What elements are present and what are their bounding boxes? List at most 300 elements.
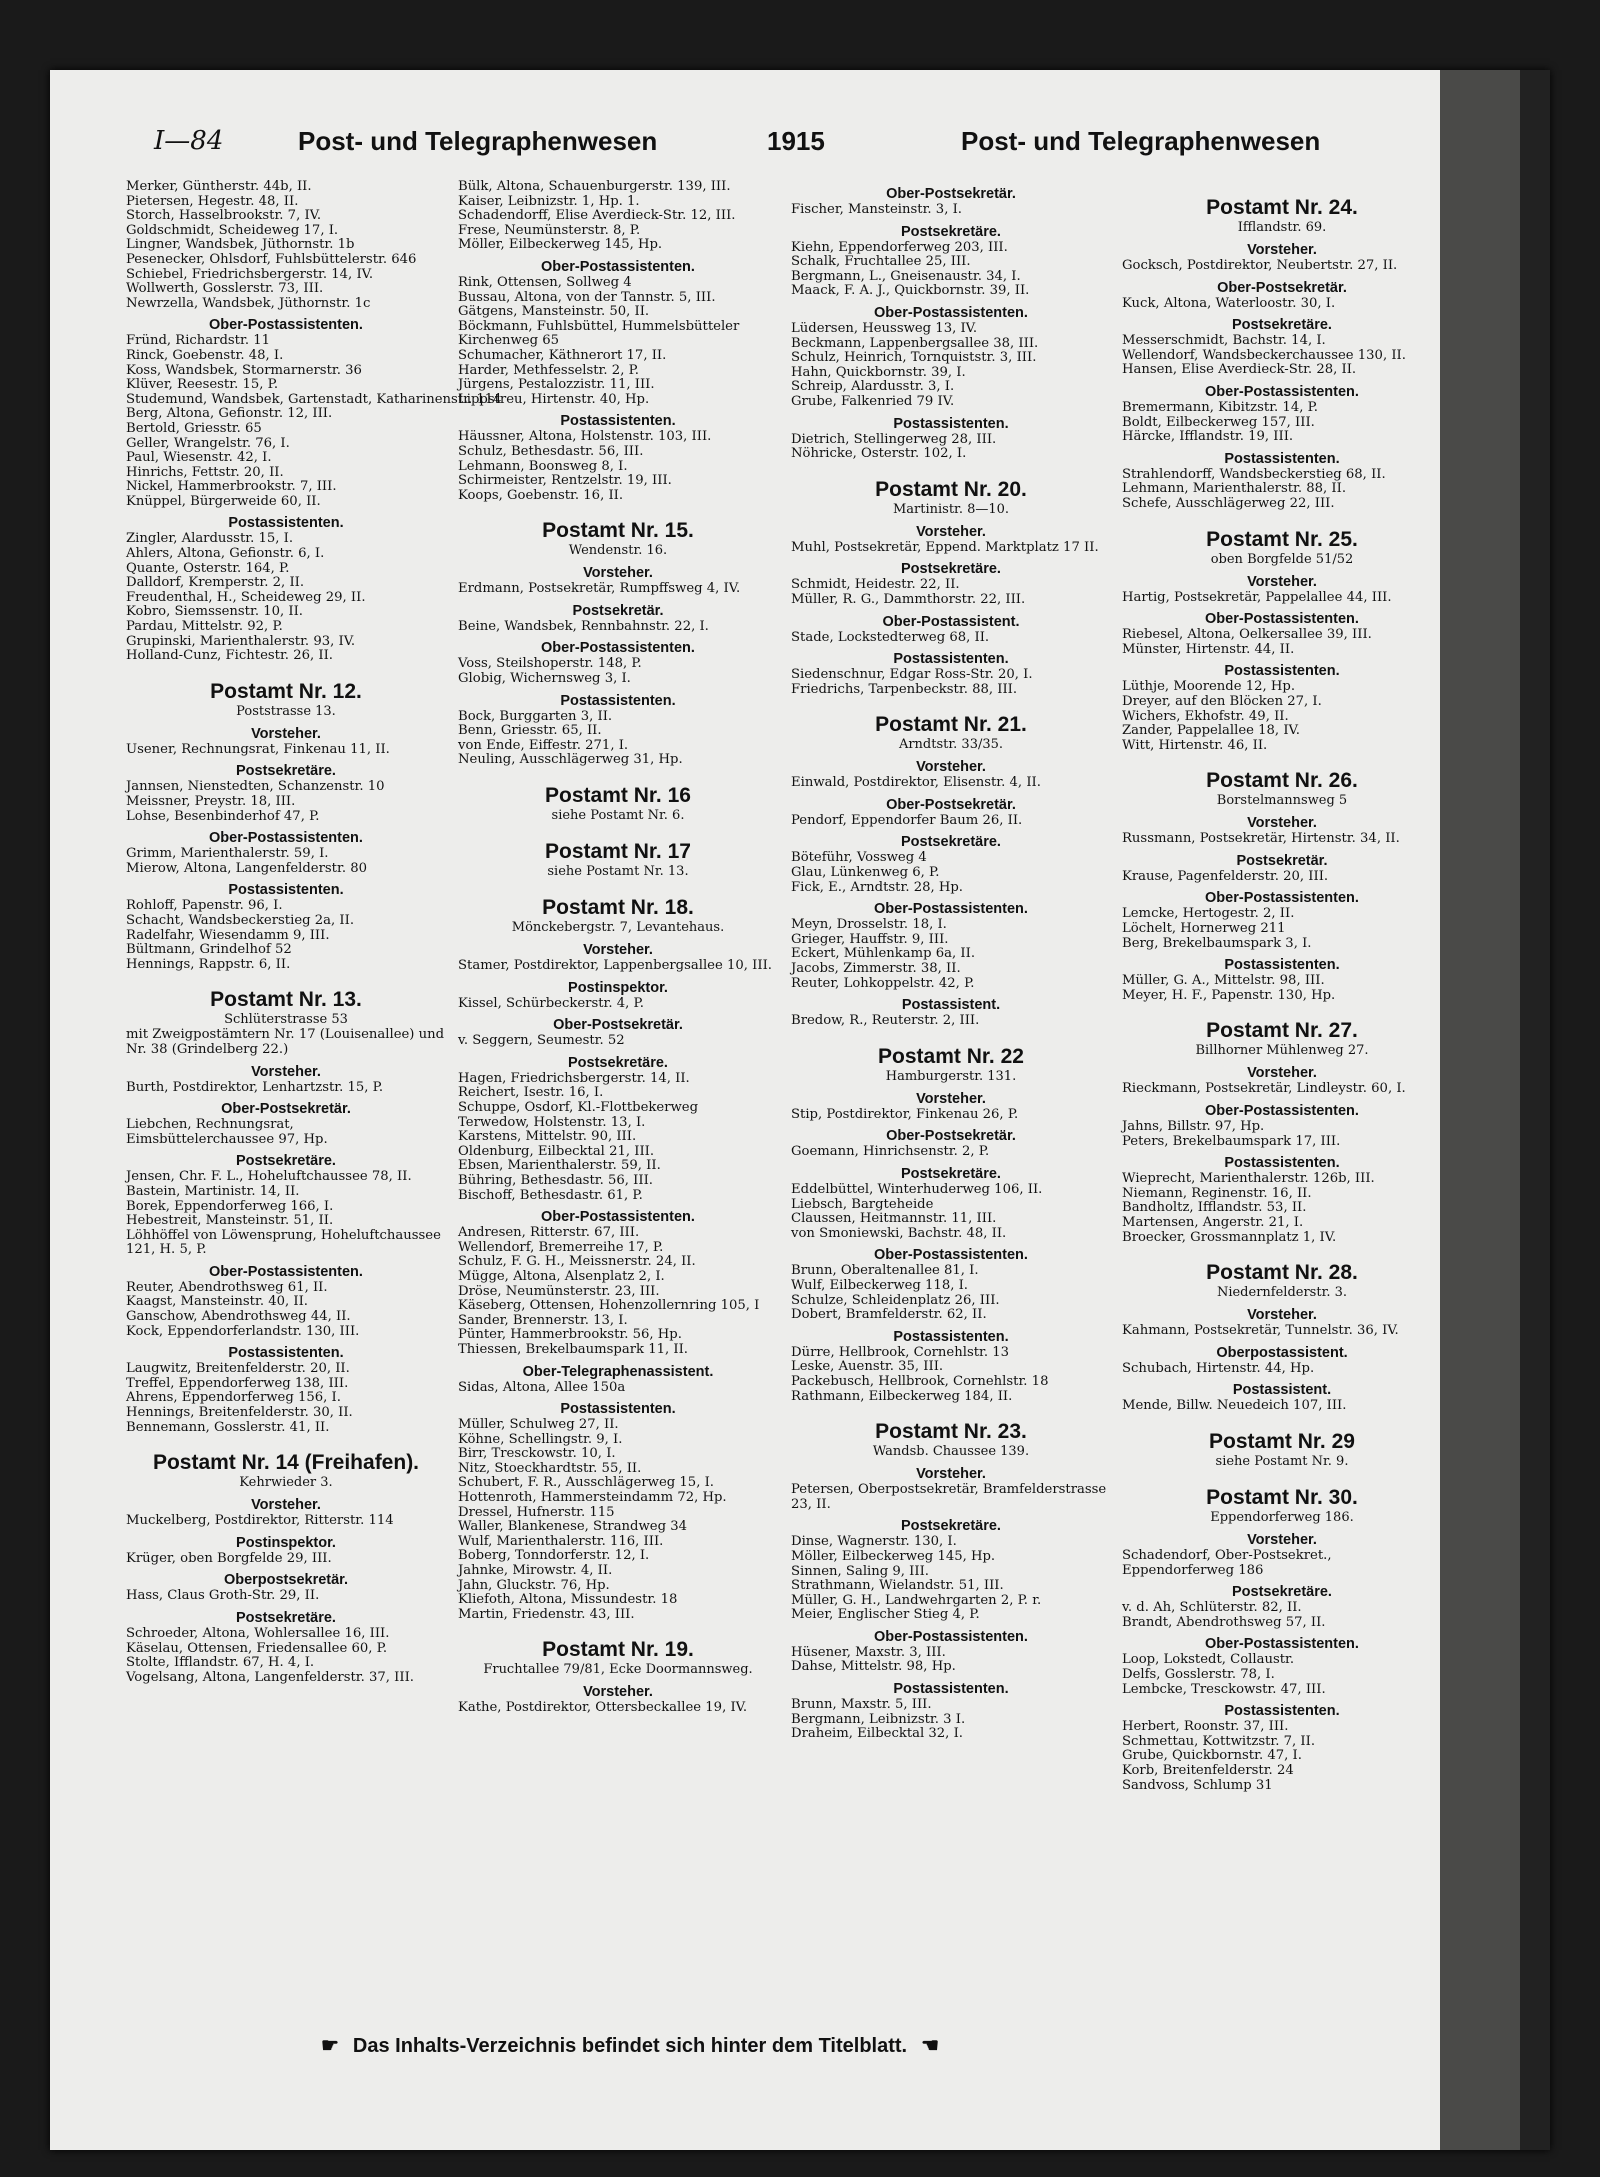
pointing-hand-left-icon: ☚	[921, 2035, 940, 2057]
entry: Boldt, Eilbeckerweg 157, III.	[1122, 414, 1315, 430]
entry: Bussau, Altona, von der Tannstr. 5, III.	[458, 289, 716, 305]
entry: Dinse, Wagnerstr. 130, I.	[791, 1534, 957, 1550]
entry: Oldenburg, Eilbecktal 21, III.	[458, 1143, 655, 1159]
section-heading: Vorsteher.	[251, 1497, 321, 1514]
section-heading: Postassistenten.	[1224, 1155, 1340, 1172]
postamt-address: Martinistr. 8—10.	[892, 501, 1010, 517]
entry: Einwald, Postdirektor, Elisenstr. 4, II.	[791, 775, 1041, 791]
entry: Jannsen, Nienstedten, Schanzenstr. 10	[126, 779, 385, 795]
entry: Claussen, Heitmannstr. 11, III.	[791, 1211, 997, 1227]
section-heading: Ober-Postassistenten.	[209, 317, 363, 334]
section-heading: Postsekretäre.	[236, 763, 336, 780]
entry: Laugwitz, Breitenfelderstr. 20, II.	[126, 1361, 350, 1377]
entry: Lüdersen, Heussweg 13, IV.	[791, 320, 978, 336]
entry: Thiessen, Brekelbaumspark 11, II.	[458, 1341, 688, 1357]
entry: Hüsener, Maxstr. 3, III.	[791, 1644, 946, 1660]
postamt-heading: Postamt Nr. 12.	[210, 679, 362, 703]
entry: Wulf, Marienthalerstr. 116, III.	[458, 1533, 664, 1549]
section-heading: Ober-Postassistenten.	[874, 304, 1028, 321]
postamt-address: Kehrwieder 3.	[239, 1475, 333, 1491]
entry: Pendorf, Eppendorfer Baum 26, II.	[791, 812, 1023, 828]
postamt-heading: Postamt Nr. 25.	[1206, 527, 1358, 551]
entry: Beine, Wandsbek, Rennbahnstr. 22, I.	[458, 618, 709, 634]
entry: Ebsen, Marienthalerstr. 59, II.	[458, 1158, 661, 1174]
entry: Stip, Postdirektor, Finkenau 26, P.	[791, 1106, 1019, 1122]
entry: Lüthje, Moorende 12, Hp.	[1122, 679, 1296, 695]
entry: Sander, Brennerstr. 13, I.	[458, 1312, 628, 1328]
postamt-address: Fruchtallee 79/81, Ecke Doormannsweg.	[483, 1662, 753, 1678]
entry: Reuter, Abendrothsweg 61, II.	[126, 1279, 328, 1295]
postamt-heading: Postamt Nr. 23.	[875, 1420, 1027, 1444]
entry: Rink, Ottensen, Sollweg 4	[458, 274, 632, 290]
entry: Schmidt, Heidestr. 22, II.	[791, 577, 960, 593]
column-3	[791, 180, 1111, 2090]
section-heading: Postsekretäre.	[901, 834, 1001, 851]
entry: Wichers, Ekhofstr. 49, II.	[1122, 708, 1289, 724]
postamt-address: Ifflandstr. 69.	[1237, 220, 1327, 235]
entry: Münster, Hirtenstr. 44, II.	[1122, 641, 1295, 657]
entry: Hinrichs, Fettstr. 20, II.	[126, 464, 284, 480]
entry: Jahnke, Mirowstr. 4, II.	[458, 1563, 613, 1579]
section-heading: Vorsteher.	[1247, 1307, 1317, 1324]
entry: Mügge, Altona, Alsenplatz 2, I.	[458, 1268, 665, 1284]
footer-note	[50, 2033, 1210, 2058]
entry: Quante, Osterstr. 164, P.	[126, 560, 290, 576]
page-number: I—84	[154, 126, 224, 156]
section-heading: Ober-Postassistenten.	[1205, 1103, 1359, 1120]
entry: Schadendorf, Ober-Postsekret., Eppendorferweg 186	[1122, 1547, 1332, 1578]
entry: Ahlers, Altona, Gefionstr. 6, I.	[126, 546, 325, 562]
section-heading: Postsekretäre.	[1232, 1584, 1332, 1601]
section-heading: Ober-Postassistenten.	[541, 1209, 695, 1226]
section-heading: Ober-Postsekretär.	[886, 186, 1016, 202]
postamt-heading: Postamt Nr. 29	[1209, 1429, 1355, 1453]
entry: Beckmann, Lappenbergsallee 38, III.	[791, 335, 1039, 351]
entry: Neuling, Ausschlägerweg 31, Hp.	[458, 752, 683, 768]
page-header	[50, 70, 1321, 156]
entry: Hartig, Postsekretär, Pappelallee 44, III.	[1122, 589, 1392, 605]
entry: Liebchen, Rechnungsrat, Eimsbüttelerchaussee 97, Hp.	[126, 1117, 328, 1147]
entry: Hahn, Quickbornstr. 39, I.	[791, 364, 966, 380]
section-heading: Postassistenten.	[1224, 663, 1340, 680]
entry: Goldschmidt, Scheideweg 17, I.	[126, 222, 339, 238]
entry: Wellendorf, Wandsbeckerchaussee 130, II.	[1122, 347, 1406, 363]
entry: Hass, Claus Groth-Str. 29, II.	[126, 1588, 320, 1604]
entry: Dröse, Neumünsterstr. 23, III.	[458, 1283, 660, 1299]
section-heading: Ober-Postsekretär.	[886, 1128, 1016, 1145]
entry: Grube, Falkenried 79 IV.	[791, 393, 955, 409]
column-2	[458, 180, 778, 2090]
section-heading: Postsekretäre.	[901, 223, 1001, 240]
entry: Reichert, Isestr. 16, I.	[458, 1085, 604, 1101]
entry: Niemann, Reginenstr. 16, II.	[1122, 1185, 1312, 1201]
section-heading: Postassistenten.	[893, 1681, 1009, 1698]
entry: Mende, Billw. Neuedeich 107, III.	[1122, 1398, 1347, 1414]
postamt-address: Billhorner Mühlenweg 27.	[1195, 1043, 1369, 1059]
entry: Wellendorf, Bremerreihe 17, P.	[458, 1239, 664, 1255]
entry: Goemann, Hinrichsenstr. 2, P.	[791, 1144, 990, 1160]
postamt-heading: Postamt Nr. 19.	[542, 1638, 694, 1662]
entry: Andresen, Ritterstr. 67, III.	[458, 1225, 640, 1241]
entry: Nickel, Hammerbrookstr. 7, III.	[126, 479, 337, 495]
section-heading: Postassistent.	[901, 997, 1001, 1014]
entry: Kaagst, Mansteinstr. 40, II.	[126, 1294, 308, 1310]
entry: Knüppel, Bürgerweide 60, II.	[126, 493, 321, 509]
entry: Bülk, Altona, Schauenburgerstr. 139, III.	[458, 179, 731, 194]
section-heading: Oberpostassistent.	[1216, 1344, 1348, 1361]
entry: Kaiser, Leibnizstr. 1, Hp. 1.	[458, 193, 640, 209]
entry: Böteführ, Vossweg 4	[791, 850, 927, 866]
section-heading: Vorsteher.	[1247, 242, 1317, 258]
entry: Bredow, R., Reuterstr. 2, III.	[791, 1013, 980, 1029]
entry: Siedenschnur, Edgar Ross-Str. 20, I.	[791, 667, 1033, 683]
entry: Grieger, Hauffstr. 9, III.	[791, 931, 949, 947]
section-heading: Ober-Postassistent.	[882, 613, 1020, 630]
entry: Schmettau, Kottwitzstr. 7, II.	[1122, 1733, 1316, 1749]
entry: Bertold, Griesstr. 65	[126, 420, 262, 436]
entry: Radelfahr, Wiesendamm 9, III.	[126, 927, 330, 943]
section-heading: Ober-Postassistenten.	[1205, 1636, 1359, 1653]
entry: Nöhricke, Osterstr. 102, I.	[791, 446, 967, 462]
entry: Kliefoth, Altona, Missundestr. 18	[458, 1592, 678, 1608]
section-heading: Vorsteher.	[916, 1466, 986, 1483]
column-1	[126, 179, 502, 2090]
entry: Strahlendorff, Wandsbeckerstieg 68, II.	[1122, 466, 1386, 482]
section-heading: Ober-Telegraphenassistent.	[522, 1363, 714, 1380]
section-heading: Postassistenten.	[560, 1401, 676, 1418]
postamt-address: Poststrasse 13.	[236, 703, 336, 719]
postamt-heading: Postamt Nr. 28.	[1206, 1261, 1358, 1285]
postamt-address: Eppendorferweg 186.	[1210, 1509, 1354, 1525]
section-heading: Vorsteher.	[1247, 1531, 1317, 1548]
section-heading: Postsekretäre.	[236, 1153, 336, 1170]
entry: Geller, Wrangelstr. 76, I.	[126, 435, 290, 451]
section-heading: Vorsteher.	[251, 725, 321, 742]
section-heading: Ober-Postsekretär.	[221, 1101, 351, 1118]
section-heading: Ober-Postsekretär.	[1217, 279, 1347, 296]
entry: Karstens, Mittelstr. 90, III.	[458, 1129, 637, 1145]
entry: Schirmeister, Rentzelstr. 19, III.	[458, 473, 672, 489]
entry: Fick, E., Arndtstr. 28, Hp.	[791, 879, 963, 895]
entry: Globig, Wichernsweg 3, I.	[458, 671, 631, 687]
entry: Meyer, H. F., Papenstr. 130, Hp.	[1122, 987, 1336, 1003]
section-heading: Ober-Postsekretär.	[553, 1017, 683, 1034]
entry: Brandt, Abendrothsweg 57, II.	[1122, 1614, 1326, 1630]
entry: Berg, Brekelbaumspark 3, I.	[1122, 935, 1312, 951]
entry: Kathe, Postdirektor, Ottersbeckallee 19, IV.	[458, 1700, 748, 1716]
section-heading: Postsekretäre.	[1232, 317, 1332, 334]
section-heading: Postsekretäre.	[901, 1518, 1001, 1535]
entry: Draheim, Eilbecktal 32, I.	[791, 1726, 963, 1742]
section-heading: Postassistenten.	[560, 413, 676, 430]
entry: Waller, Blankenese, Strandweg 34	[458, 1519, 688, 1535]
entry: Hottenroth, Hammersteindamm 72, Hp.	[458, 1490, 727, 1506]
entry: Kiehn, Eppendorferweg 203, III.	[791, 239, 1008, 255]
section-heading: Ober-Postassistenten.	[209, 830, 363, 847]
entry: Dalldorf, Kremperstr. 2, II.	[126, 575, 305, 591]
postamt-address: siehe Postamt Nr. 9.	[1215, 1453, 1349, 1469]
postamt-address: Wendenstr. 16.	[568, 543, 668, 559]
entry: Dobert, Bramfelderstr. 62, II.	[791, 1307, 987, 1323]
entry: Dürre, Hellbrook, Cornehlstr. 13	[791, 1344, 1010, 1360]
entry: Lohse, Besenbinderhof 47, P.	[126, 808, 320, 824]
entry: Lehmann, Marienthalerstr. 88, II.	[1122, 481, 1347, 497]
postamt-heading: Postamt Nr. 14 (Freihafen).	[152, 1451, 420, 1475]
column-4	[1122, 180, 1442, 2090]
entry: Birr, Tresckowstr. 10, I.	[458, 1446, 616, 1462]
postamt-heading: Postamt Nr. 27.	[1206, 1019, 1358, 1043]
entry: Müller, Schulweg 27, II.	[458, 1417, 619, 1433]
section-heading: Ober-Postassistenten.	[541, 640, 695, 657]
entry: Leske, Auenstr. 35, III.	[791, 1359, 944, 1375]
entry: Meier, Englischer Stieg 4, P.	[791, 1607, 980, 1623]
entry: Burth, Postdirektor, Lenhartzstr. 15, P.	[126, 1079, 384, 1095]
section-heading: Postinspektor.	[568, 979, 668, 996]
entry: Holland-Cunz, Fichtestr. 26, II.	[126, 648, 333, 664]
postamt-heading: Postamt Nr. 15.	[542, 519, 694, 543]
entry: Messerschmidt, Bachstr. 14, I.	[1122, 333, 1326, 349]
entry: Eddelbüttel, Winterhuderweg 106, II.	[791, 1182, 1043, 1197]
postamt-heading: Postamt Nr. 20.	[875, 477, 1027, 501]
section-heading: Postassistenten.	[893, 415, 1009, 432]
entry: Gocksch, Postdirektor, Neubertstr. 27, II.	[1122, 258, 1398, 273]
section-heading: Vorsteher.	[1247, 815, 1317, 832]
entry: Kuck, Altona, Waterloostr. 30, I.	[1122, 295, 1336, 311]
entry: Rathmann, Eilbeckerweg 184, II.	[791, 1388, 1013, 1404]
entry: Jahns, Billstr. 97, Hp.	[1122, 1119, 1265, 1135]
entry: Bühring, Bethesdastr. 56, III.	[458, 1172, 653, 1188]
entry: Koss, Wandsbek, Stormarnerstr. 36	[126, 362, 362, 378]
entry: v. Seggern, Seumestr. 52	[458, 1033, 625, 1049]
entry: Klüver, Reesestr. 15, P.	[126, 377, 279, 393]
entry: Schulz, Bethesdastr. 56, III.	[458, 443, 644, 459]
entry: Schubert, F. R., Ausschlägerweg 15, I.	[458, 1475, 714, 1491]
entry: Lemcke, Hertogestr. 2, II.	[1122, 906, 1295, 922]
entry: Löhhöffel von Löwensprung, Hoheluftchaussee 121, H. 5, P.	[126, 1227, 441, 1258]
entry: Möller, Eilbeckerweg 145, Hp.	[458, 237, 663, 253]
entry: Sandvoss, Schlump 31	[1122, 1777, 1273, 1793]
postamt-heading: Postamt Nr. 30.	[1206, 1485, 1358, 1509]
entry: Hennings, Rappstr. 6, II.	[126, 956, 291, 972]
entry: Herbert, Roonstr. 37, III.	[1122, 1719, 1289, 1735]
section-heading: Ober-Postassistenten.	[874, 1247, 1028, 1264]
entry: Usener, Rechnungsrat, Finkenau 11, II.	[126, 741, 390, 757]
entry: Koops, Goebenstr. 16, II.	[458, 487, 624, 503]
section-heading: Postassistenten.	[560, 692, 676, 709]
entry: Müller, R. G., Dammthorstr. 22, III.	[791, 591, 1026, 607]
entry: Schulz, Heinrich, Tornquiststr. 3, III.	[791, 350, 1037, 366]
pointing-hand-right-icon: ☛	[320, 2035, 339, 2057]
entry: Fründ, Richardstr. 11	[126, 333, 270, 349]
entry: Reuter, Lohkoppelstr. 42, P.	[791, 975, 975, 991]
postamt-address: Arndtstr. 33/35.	[898, 737, 1004, 753]
entry: Vogelsang, Altona, Langenfelderstr. 37, III.	[126, 1669, 414, 1685]
section-heading: Postsekretär.	[572, 602, 664, 619]
entry: Häussner, Altona, Holstenstr. 103, III.	[458, 429, 712, 445]
section-heading: Ober-Postassistenten.	[541, 258, 695, 275]
postamt-heading: Postamt Nr. 13.	[210, 988, 362, 1012]
entry: Maack, F. A. J., Quickbornstr. 39, II.	[791, 283, 1030, 299]
entry: Sidas, Altona, Allee 150a	[458, 1379, 626, 1395]
entry: Schulze, Schleidenplatz 26, III.	[791, 1292, 1000, 1308]
section-heading: Postassistenten.	[228, 882, 344, 899]
entry: Jahn, Gluckstr. 76, Hp.	[458, 1577, 610, 1593]
entry: Berg, Altona, Gefionstr. 12, III.	[126, 406, 333, 422]
entry: Muckelberg, Postdirektor, Ritterstr. 114	[126, 1513, 394, 1529]
entry: Fischer, Mansteinstr. 3, I.	[791, 202, 962, 217]
section-heading: Postsekretär.	[1236, 852, 1328, 869]
entry: Voss, Steilshoperstr. 148, P.	[458, 656, 642, 672]
entry: Müller, G. A., Mittelstr. 98, III.	[1122, 973, 1325, 989]
entry: Rohloff, Papenstr. 96, I.	[126, 898, 283, 914]
postamt-address: siehe Postamt Nr. 6.	[551, 808, 685, 824]
entry: Hansen, Elise Averdieck-Str. 28, II.	[1122, 362, 1357, 378]
section-heading: Postassistenten.	[893, 651, 1009, 668]
entry: Dressel, Hufnerstr. 115	[458, 1504, 615, 1520]
entry: Meyn, Drosselstr. 18, I.	[791, 917, 947, 933]
entry: Martensen, Angerstr. 21, I.	[1122, 1215, 1304, 1230]
entry: Krüger, oben Borgfelde 29, III.	[126, 1550, 332, 1566]
entry: Liebsch, Bargteheide	[791, 1196, 934, 1212]
entry: Nitz, Stoeckhardtstr. 55, II.	[458, 1460, 642, 1476]
footer-text: Das Inhalts-Verzeichnis befindet sich hinter dem Titelblatt.	[352, 2035, 908, 2057]
section-heading: Vorsteher.	[251, 1063, 321, 1080]
header-right-title: Post- und Telegraphenwesen	[961, 126, 1321, 156]
section-heading: Postsekretäre.	[901, 561, 1001, 578]
section-heading: Ober-Postassistenten.	[1205, 611, 1359, 628]
entry: Rieckmann, Postsekretär, Lindleystr. 60, I.	[1122, 1081, 1406, 1097]
entry: Petersen, Oberpostsekretär, Bramfelderstrasse 23, II.	[791, 1482, 1107, 1512]
entry: Schefe, Ausschlägerweg 22, III.	[1122, 495, 1335, 511]
postamt-address: siehe Postamt Nr. 13.	[547, 864, 689, 880]
entry: Kahmann, Postsekretär, Tunnelstr. 36, IV.	[1122, 1323, 1399, 1339]
entry: Schreip, Alardusstr. 3, I.	[791, 379, 955, 395]
entry: Grimm, Marienthalerstr. 59, I.	[126, 846, 329, 862]
entry: Treffel, Eppendorferweg 138, III.	[126, 1375, 349, 1391]
entry: Studemund, Wandsbek, Gartenstadt, Katharinenstr. 114	[126, 391, 502, 407]
entry: Harder, Methfesselstr. 2, P.	[458, 362, 639, 378]
entry: Terwedow, Holstenstr. 13, I.	[458, 1114, 646, 1130]
entry: Lehmann, Boonsweg 8, I.	[458, 458, 628, 474]
section-heading: Ober-Postsekretär.	[886, 796, 1016, 813]
section-heading: Postassistenten.	[228, 1345, 344, 1362]
entry: Kissel, Schürbeckerstr. 4, P.	[458, 995, 644, 1011]
header-left-title: Post- und Telegraphenwesen	[298, 126, 658, 156]
section-heading: Vorsteher.	[583, 942, 653, 959]
entry: Brunn, Oberaltenallee 81, I.	[791, 1263, 979, 1279]
postamt-heading: Postamt Nr. 21.	[875, 713, 1027, 737]
entry: Pardau, Mittelstr. 92, P.	[126, 619, 283, 635]
entry: Witt, Hirtenstr. 46, II.	[1122, 737, 1268, 753]
entry: Grube, Quickbornstr. 47, I.	[1122, 1748, 1302, 1764]
entry: Lembcke, Tresckowstr. 47, III.	[1122, 1681, 1326, 1697]
entry: Hebestreit, Mansteinstr. 51, II.	[126, 1213, 334, 1229]
header-year: 1915	[767, 126, 825, 156]
entry: Gätgens, Mansteinstr. 50, II.	[458, 304, 650, 320]
entry: Müller, G. H., Landwehrgarten 2, P. r.	[791, 1592, 1042, 1608]
section-heading: Postassistenten.	[1224, 1703, 1340, 1720]
entry: Dietrich, Stellingerweg 28, III.	[791, 431, 997, 447]
entry: Strathmann, Wielandstr. 51, III.	[791, 1578, 1004, 1594]
entry: Benn, Griesstr. 65, II.	[458, 723, 602, 739]
entry: von Smoniewski, Bachstr. 48, II.	[791, 1225, 1007, 1241]
entry: Glau, Lünkenweg 6, P.	[791, 865, 940, 881]
entry: Borek, Eppendorferweg 166, I.	[126, 1198, 334, 1214]
entry: Bültmann, Grindelhof 52	[126, 942, 292, 958]
entry: Meissner, Preystr. 18, III.	[126, 794, 296, 809]
entry: Eckert, Mühlenkamp 6a, II.	[791, 946, 976, 962]
section-heading: Vorsteher.	[583, 565, 653, 582]
entry: Ahrens, Eppendorferweg 156, I.	[126, 1390, 341, 1406]
entry: Wieprecht, Marienthalerstr. 126b, III.	[1122, 1171, 1375, 1187]
entry: Bock, Burggarten 3, II.	[458, 708, 613, 724]
entry: Schadendorff, Elise Averdieck-Str. 12, III.	[458, 208, 736, 224]
section-heading: Vorsteher.	[916, 1090, 986, 1107]
entry: Ganschow, Abendrothsweg 44, II.	[126, 1309, 351, 1325]
postamt-heading: Postamt Nr. 26.	[1206, 769, 1358, 793]
entry: Boberg, Tonndorferstr. 12, I.	[458, 1548, 650, 1564]
entry: Stamer, Postdirektor, Lappenbergsallee 10, III.	[458, 958, 772, 974]
postamt-heading: Postamt Nr. 16	[545, 784, 691, 808]
entry: Bergmann, L., Gneisenaustr. 34, I.	[791, 268, 1021, 284]
entry: Lingner, Wandsbek, Jüthornstr. 1b	[126, 237, 355, 253]
section-heading: Postassistenten.	[228, 515, 344, 532]
entry: Merker, Güntherstr. 44b, II.	[126, 179, 312, 194]
entry: Schumacher, Käthnerort 17, II.	[458, 347, 667, 363]
entry: Dreyer, auf den Blöcken 27, I.	[1122, 693, 1322, 709]
entry: Schacht, Wandsbeckerstieg 2a, II.	[126, 912, 355, 928]
section-heading: Ober-Postassistenten.	[874, 1628, 1028, 1645]
entry: Bergmann, Leibnizstr. 3 I.	[791, 1711, 966, 1727]
entry: Muhl, Postsekretär, Eppend. Marktplatz 17 II.	[791, 539, 1099, 555]
entry: Härcke, Ifflandstr. 19, III.	[1122, 429, 1294, 445]
entry: mit Zweigpostämtern Nr. 17 (Louisenallee) und Nr. 38 (Grindelberg 22.)	[126, 1027, 445, 1057]
entry: Brunn, Maxstr. 5, III.	[791, 1697, 932, 1713]
section-heading: Ober-Postassistenten.	[1205, 890, 1359, 907]
entry: Sinnen, Saling 9, III.	[791, 1563, 929, 1579]
entry: Dahse, Mittelstr. 98, Hp.	[791, 1659, 956, 1675]
entry: Russmann, Postsekretär, Hirtenstr. 34, II.	[1122, 831, 1400, 847]
postamt-address: Borstelmannsweg 5	[1216, 793, 1348, 809]
entry: Schuppe, Osdorf, Kl.-Flottbekerweg	[458, 1100, 699, 1115]
entry: v. d. Ah, Schlüterstr. 82, II.	[1122, 1600, 1302, 1616]
section-heading: Postassistent.	[1232, 1382, 1332, 1399]
entry: Jacobs, Zimmerstr. 38, II.	[791, 961, 961, 977]
entry: Freudenthal, H., Scheideweg 29, II.	[126, 589, 366, 605]
postamt-heading: Postamt Nr. 18.	[542, 896, 694, 920]
entry: Hagen, Friedrichsbergerstr. 14, II.	[458, 1070, 690, 1086]
entry: Käseberg, Ottensen, Hohenzollernring 105, I	[458, 1298, 760, 1314]
entry: Schiebel, Friedrichsbergerstr. 14, IV.	[126, 266, 374, 282]
page-edge-dark	[1520, 70, 1550, 2150]
entry: Mierow, Altona, Langenfelderstr. 80	[126, 860, 367, 876]
entry: Köhne, Schellingstr. 9, I.	[458, 1431, 623, 1447]
entry: Böckmann, Fuhlsbüttel, Hummelsbütteler Kirchenweg 65	[458, 318, 740, 349]
postamt-heading: Postamt Nr. 17	[545, 840, 691, 864]
entry: Riebesel, Altona, Oelkersallee 39, III.	[1122, 627, 1372, 643]
entry: Bandholtz, Ifflandstr. 53, II.	[1122, 1200, 1307, 1216]
entry: Bennemann, Gosslerstr. 41, II.	[126, 1419, 330, 1435]
postamt-address: Mönckebergstr. 7, Levantehaus.	[511, 920, 725, 936]
entry: Grupinski, Marienthalerstr. 93, IV.	[126, 633, 356, 649]
section-heading: Postinspektor.	[236, 1534, 336, 1551]
entry: Newrzella, Wandsbek, Jüthornstr. 1c	[126, 295, 371, 311]
section-heading: Postassistenten.	[1224, 957, 1340, 974]
entry: Käselau, Ottensen, Friedensallee 60, P.	[126, 1640, 388, 1656]
entry: Schalk, Fruchtallee 25, III.	[791, 254, 971, 270]
entry: Bischoff, Bethesdastr. 61, P.	[458, 1187, 643, 1203]
section-heading: Ober-Postassistenten.	[209, 1263, 363, 1280]
